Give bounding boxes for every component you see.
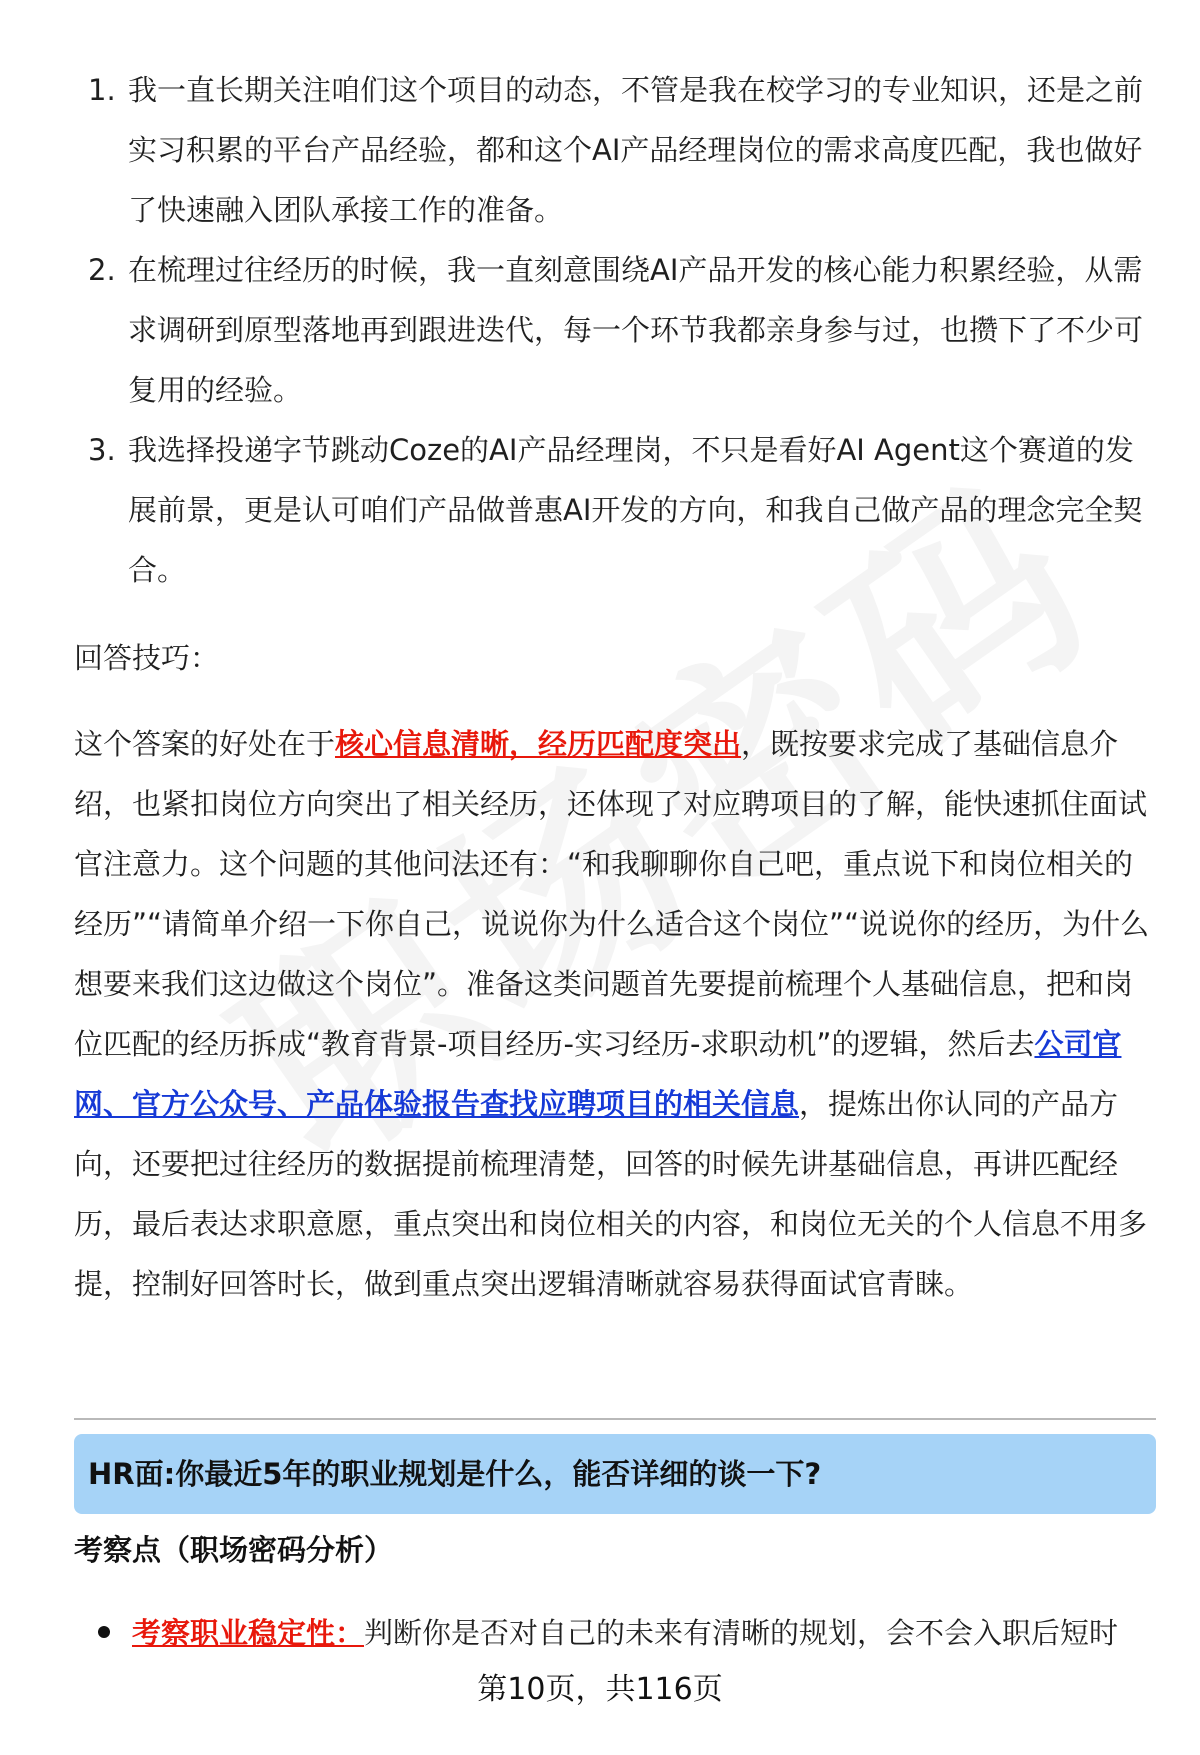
divider [74,1418,1156,1420]
list-number: 3. [88,433,116,467]
list-number: 1. [88,73,116,107]
highlight-red: 核心信息清晰，经历匹配度突出 [335,727,742,761]
question-box [74,1434,1156,1514]
list-item-text: 在梳理过往经历的时候，我一直刻意围绕AI产品开发的核心能力积累经验，从需求调研到原型落地再到跟进迭代，每一个环节我都亲身参与过，也攒下了不少可复用的经验。 [128,253,1144,407]
question-text: HR面:你最近5年的职业规划是什么，能否详细的谈一下? [88,1457,822,1491]
list-item [74,420,1154,600]
page-number: 第10页，共116页 [477,1672,723,1707]
answer-text: ，既按要求完成了基础信息介绍，也紧扣岗位方向突出了相关经历，还体现了对应聘项目的了解，能快速抓住面试官注意力。这个问题的其他问法还有：“和我聊聊你自己吧，重点说下和岗位相关的经历”“请简单介绍一下你自己，说说你为什么适合这个岗位”“说说你的经历，为什么想要来我们这边做这个岗位”。准备这类问题首先要提前梳理个人基础信息，把和岗位匹配的经历拆成“教育背景-项目经历-实习经历-求职动机”的逻辑，然后去 [74,727,1150,1061]
bullet-text: 判断你是否对自己的未来有清晰的规划，会不会入职后短时 [364,1616,1119,1650]
bullet-label: 考察职业稳定性： [132,1616,365,1650]
answer-paragraph [74,714,1150,1314]
numbered-list [74,60,1154,600]
list-number: 2. [88,253,116,287]
list-item-text: 我选择投递字节跳动Coze的AI产品经理岗，不只是看好AI Agent这个赛道的发展前景，更是认可咱们产品做普惠AI开发的方向，和我自己做产品的理念完全契合。 [128,433,1143,587]
list-item [74,240,1154,420]
section-title: 考察点（职场密码分析） [74,1533,394,1567]
answer-text: ，提炼出你认同的产品方向，还要把过往经历的数据提前梳理清楚，回答的时候先讲基础信息，再讲匹配经历，最后表达求职意愿，重点突出和岗位相关的内容，和岗位无关的个人信息不用多提，控制好回答时长，做到重点突出逻辑清晰就容易获得面试官青睐。 [74,1087,1148,1301]
bullet-dot-icon [98,1626,110,1638]
bullet-item [74,1603,1156,1663]
list-item-text: 我一直长期关注咱们这个项目的动态，不管是我在校学习的专业知识，还是之前实习积累的平台产品经验，都和这个AI产品经理岗位的需求高度匹配，我也做好了快速融入团队承接工作的准备。 [128,73,1144,227]
list-item [74,60,1154,240]
answer-text: 这个答案的好处在于 [74,727,336,761]
tips-label: 回答技巧： [74,641,220,675]
highlight-blue: 公司官网、官方公众号、产品体验报告查找应聘项目的相关信息 [74,1027,1122,1121]
